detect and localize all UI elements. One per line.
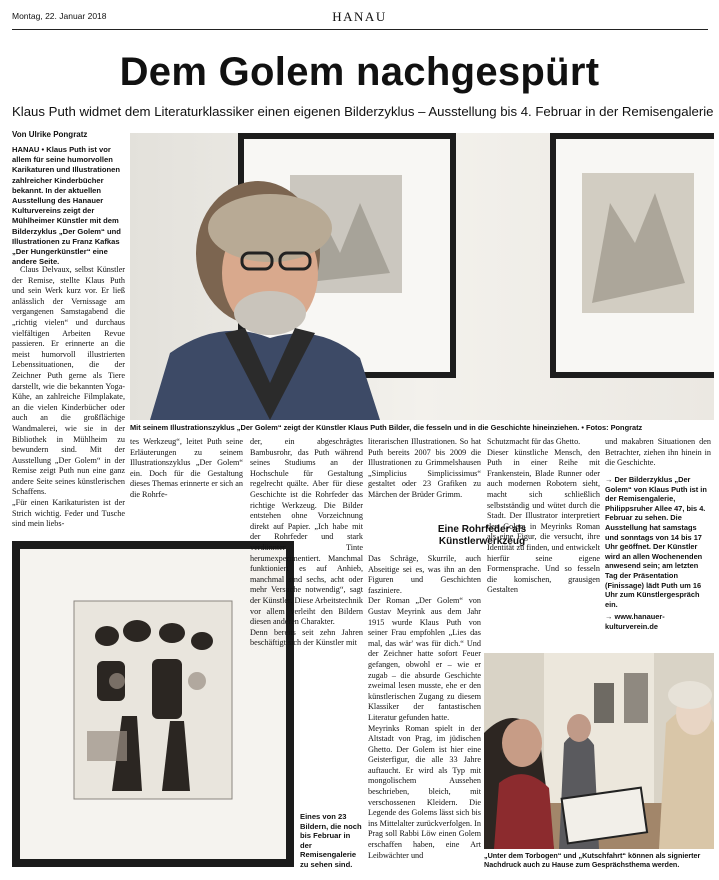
visitors-image: [484, 653, 714, 849]
lead-text: • Klaus Puth ist vor allem für seine humorvollen Karikaturen und Illustrationen zahlreicher Kinderbücher bekannt. In der aktuellen Ausstellung des Hanauer Kulturvereins zeigt der Mühlheimer Künstler mit dem Bilderzyklus „Der Golem“ und Illustrationen zu Franz Kafkas „Der Hungerkünstler“ eine andere Seite.: [12, 145, 121, 267]
dateline: HANAU: [12, 145, 40, 154]
byline: Von Ulrike Pongratz: [12, 130, 88, 139]
main-photo: [130, 133, 714, 420]
visitors-photo: [484, 653, 714, 849]
subheadline: Klaus Puth widmet dem Literaturklassiker einen eigenen Bilderzyklus – Ausstellung bis 4. Februar in der Remisengalerie: [12, 104, 714, 119]
artwork-caption-box: Eines von 23 Bildern, die noch bis Februar in der Remisengalerie zu sehen sind.: [300, 812, 362, 869]
article-column-1: Claus Delvaux, selbst Künstler der Remise, stellte Klaus Puth und sein Werk kurz vor. Er ließ anlässlich der Vernissage am vergangenen Samstagabend die „richtig vielen“ und durchaus vielfältigen Arbeiten Revue passieren. Er erinnerte an die meist humorvoll illustrierten Lebenssituationen, die der Zeichner Puth gerne als Tiere darstellt, wie die bekannten Yoga-Kühe, an zahlreiche Filmplakate, an die vielen Kinderbücher oder auch an die großflächige Wandmalerei, wie sie in der Bibliothek in Mühlheim zu bewundern sind. Mit der Ausstellung „Der Golem“ in der Remise zeigt Puth nun eine ganz andere Seite seines künstlerischen Schaffens. „Für einen Karikaturisten ist der Strich wichtig. Feder und Tusche sind mein liebs-: [12, 265, 125, 529]
visitors-photo-caption: „Unter dem Torbogen“ und „Kutschfahrt“ können als signierter Nachdruck auch zu Hause zum Gesprächsthema werden.: [484, 851, 701, 869]
article-column-6: und makabren Situationen den Betrachter, ziehen ihn hinein in die Geschichte.: [605, 437, 711, 468]
exhibition-info: → Der Bilderzyklus „Der Golem“ von Klaus Puth ist in der Remisengalerie, Philippsruher Allee 47, bis 4. Februar zu sehen. Die Ausstellung hat samstags und sonntags von 14 bis 17 Uhr geöffnet. Der Künstler wird an allen Wochenenden anwesend sein; am letzten Tag der Präsentation (Finissage) lädt Puth um 16 Uhr zum Künstlergespräch ein.: [605, 475, 707, 609]
main-photo-image: [130, 133, 714, 420]
header-rule: [12, 29, 708, 30]
headline: Dem Golem nachgespürt: [119, 50, 600, 94]
main-photo-caption: Mit seinem Illustrationszyklus „Der Golem“ zeigt der Künstler Klaus Puth Bilder, die fesseln und in die Geschichte hineinziehen. • Fotos: Pongratz: [130, 423, 643, 432]
article-column-4-body: Das Schräge, Skurrile, auch Abseitige sei es, was ihn an den Figuren und Geschichten fasziniere. Der Roman „Der Golem“ von Gustav Meyrink aus dem Jahr 1915 wurde Klaus Puth von seiner Frau empfohlen „Lies das mal, das wär' was für dich.“ Und der Zeichner hatte sofort Feuer gefangen, obwohl er – wie er zugab – die absurde Geschichte zweimal lesen musste, ehe er den künstlerischen Zugang zu diesem Klassiker der fantastischen Literatur gefunden hatte. Meyrinks Roman spielt in der Altstadt von Prag, im jüdischen Ghetto. Der Golem ist hier eine Geisterfigur, die alle 33 Jahre auftaucht. Er wird als Typ mit mongolischem Aussehen beschrieben, bleich, mit verschossenen Kleidern. Die Legende des Golems lässt sich bis ins Mittelalter zurückverfolgen. In Prag soll Rabbi Löw einen Golem erschaffen haben, eine Art Leibwächter und: [368, 554, 481, 860]
section-title: HANAU: [332, 9, 387, 24]
lead-paragraph: [12, 145, 125, 267]
article-column-5: Schutzmacht für das Ghetto. Dieser künstliche Mensch, den Puth in einer Reihe mit Frankenstein, Blade Runner oder auch modernen Robotern sieht, macht sich schließlich selbstständig und wütet durch die Stadt. Der Illustrator interpretiert den Golem in Meyrinks Roman als eine Figur, die versucht, ihre Identität zu finden, und entwickelt hierfür seine eigene Formensprache. Und so fesseln die komischen, grausigen Gestalten: [487, 437, 600, 595]
subhead-rohrfeder: Eine Rohrfeder als Künstlerwerkzeug: [437, 524, 527, 547]
website-link[interactable]: → www.hanauer-kulturverein.de: [605, 612, 665, 631]
article-column-4-top: literarischen Illustrationen. So hat Puth bereits 2007 bis 2009 die Illustrationen zu Grimmelshausen „Simplicius Simplicissimus“ gestaltet oder 23 Grafiken zu Märchen der Brüder Grimm.: [368, 437, 481, 499]
issue-date: Montag, 22. Januar 2018: [12, 11, 107, 21]
article-column-3: der, ein abgeschrägtes Bambusrohr, das Puth während seines Studiums an der Hochschule für Gestaltung regelrecht quälte. Aber für diese Geschichte ist die Rohrfeder das richtige Werkzeug. Die Bilder entstehen ohne Vorzeichnung direkt auf Papier. „Ich habe mit der Rohrfeder und stark verdünnter Tinte herumexperimentiert. Manchmal funktioniert es auf Anhieb, manchmal sind sechs, acht oder mehr Versuche notwendig“, sagt der Künstler. Diese Arbeitstechnik vor allem verleiht den Bildern diesen anderen Charakter. Denn bereits seit zehn Jahren beschäftigt sich der Künstler mit: [250, 437, 363, 648]
article-column-2: tes Werkzeug“, leitet Puth seine Erläuterungen zu seinem Illustrationszyklus „Der Golem“ ein. Doch für die Gestaltung dieses Themas erinnerte er sich an die Rohrfe-: [130, 437, 243, 499]
